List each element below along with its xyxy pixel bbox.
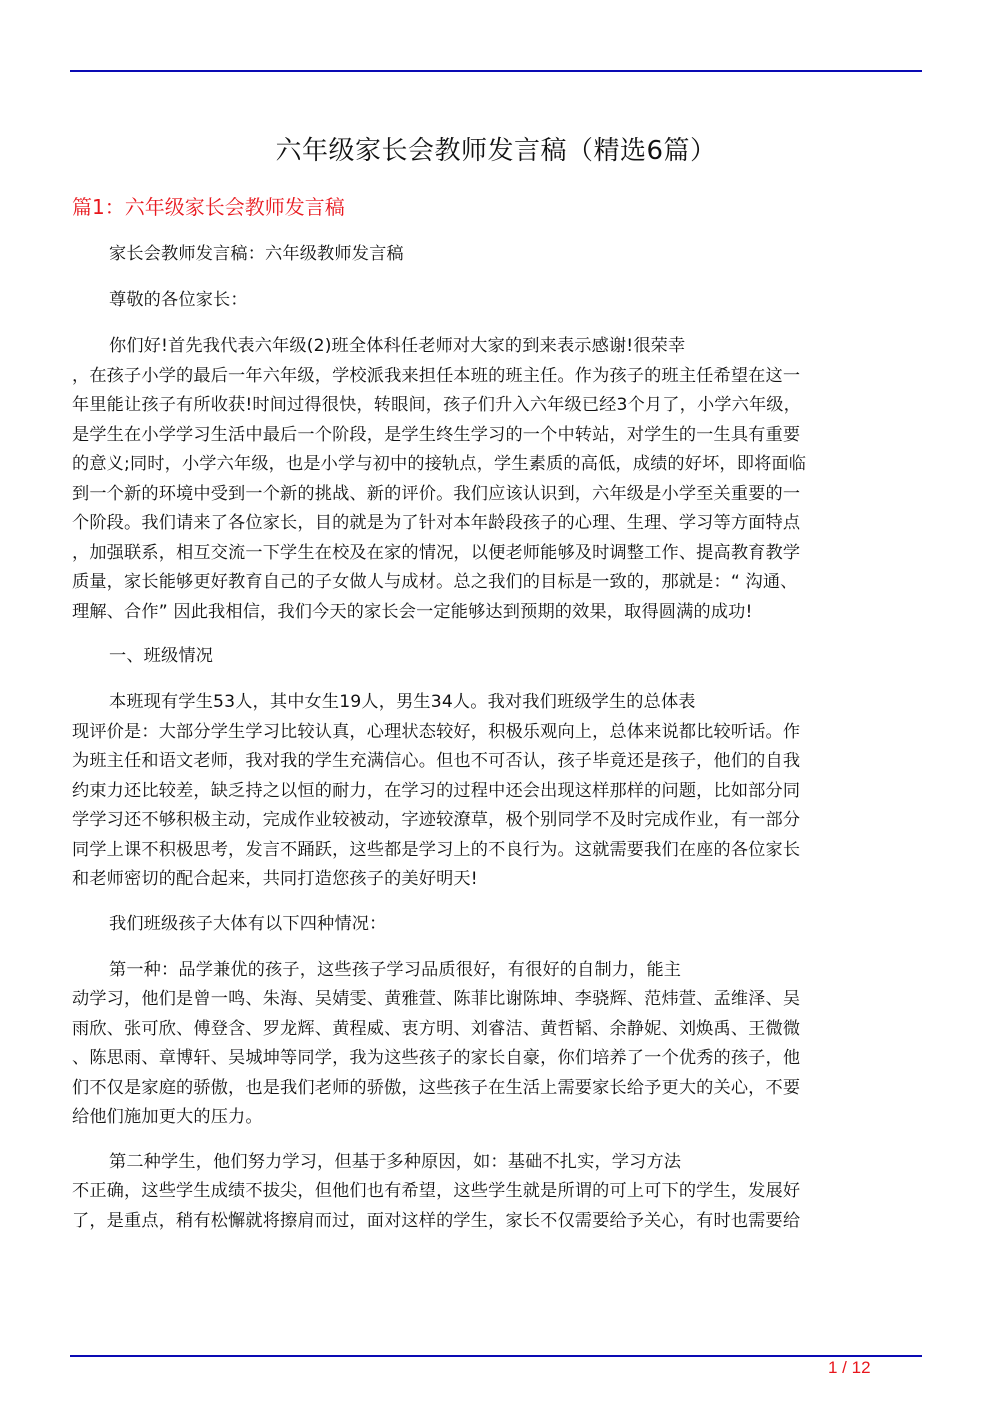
- paragraph-line: 和老师密切的配合起来，共同打造您孩子的美好明天!: [72, 869, 478, 889]
- section-heading: 篇1：六年级家长会教师发言稿: [72, 195, 345, 219]
- paragraph: [72, 956, 922, 1133]
- paragraph-line: 了，是重点，稍有松懈就将擦肩而过，面对这样的学生，家长不仅需要给予关心，有时也需要给: [72, 1210, 801, 1231]
- paragraph-line: ，在孩子小学的最后一年六年级，学校派我来担任本班的班主任。作为孩子的班主任希望在这一: [72, 365, 801, 386]
- paragraph-line: 不正确，这些学生成绩不拔尖，但他们也有希望，这些学生就是所谓的可上可下的学生，发展好: [72, 1181, 801, 1201]
- paragraph-line: 给他们施加更大的压力。: [72, 1107, 263, 1127]
- paragraph: [72, 1148, 922, 1237]
- paragraph-line: 第二种学生，他们努力学习，但基于多种原因，如：基础不扎实，学习方法: [109, 1151, 682, 1172]
- paragraph: [72, 642, 922, 672]
- paragraph-line: 理解、合作” 因此我相信，我们今天的家长会一定能够达到预期的效果，取得圆满的成功!: [72, 601, 753, 622]
- page-indicator: 1 / 12: [828, 1358, 871, 1377]
- paragraph-line: 现评价是：大部分学生学习比较认真，心理状态较好，积极乐观向上，总体来说都比较听话。作: [72, 721, 801, 742]
- paragraph-line: 、陈思雨、章博轩、吴城坤等同学，我为这些孩子的家长自豪，你们培养了一个优秀的孩子，他: [72, 1048, 801, 1068]
- paragraph-line: 个阶段。我们请来了各位家长，目的就是为了针对本年龄段孩子的心理、生理、学习等方面特点: [72, 513, 801, 533]
- paragraph-line: 本班现有学生53人，其中女生19人，男生34人。我对我们班级学生的总体表: [109, 692, 696, 712]
- paragraph-line: 们不仅是家庭的骄傲，也是我们老师的骄傲，这些孩子在生活上需要家长给予更大的关心，不要: [72, 1077, 801, 1098]
- paragraph-line: 动学习，他们是曾一鸣、朱海、吴婧雯、黄雅萱、陈菲比谢陈坤、李骁辉、范炜萱、孟维泽、吴: [72, 989, 801, 1009]
- paragraph-line: 第一种：品学兼优的孩子，这些孩子学习品质很好，有很好的自制力，能主: [109, 959, 682, 980]
- paragraph-line: 到一个新的环境中受到一个新的挑战、新的评价。我们应该认识到，六年级是小学至关重要的一: [72, 483, 801, 504]
- paragraph-line: 的意义;同时，小学六年级，也是小学与初中的接轨点，学生素质的高低，成绩的好坏，即将面临: [72, 454, 807, 474]
- paragraph-line: 家长会教师发言稿：六年级教师发言稿: [109, 244, 404, 264]
- paragraph-line: 同学上课不积极思考，发言不踊跃，这些都是学习上的不良行为。这就需要我们在座的各位家长: [72, 839, 801, 860]
- paragraph: [72, 332, 922, 627]
- header-rule: [70, 70, 922, 72]
- paragraph: [72, 240, 922, 270]
- paragraph-line: 为班主任和语文老师，我对我的学生充满信心。但也不可否认，孩子毕竟还是孩子，他们的自我: [72, 751, 801, 771]
- paragraph-line: 是学生在小学学习生活中最后一个阶段，是学生终生学习的一个中转站，对学生的一生具有重要: [72, 424, 801, 445]
- footer-rule: [70, 1355, 922, 1357]
- paragraph-line: 尊敬的各位家长：: [109, 290, 248, 310]
- paragraph-line: 一、班级情况: [109, 646, 214, 666]
- paragraph-line: 我们班级孩子大体有以下四种情况：: [109, 913, 387, 934]
- paragraph: [72, 286, 922, 316]
- paragraph-line: 年里能让孩子有所收获!时间过得很快，转眼间，孩子们升入六年级已经3个月了，小学六年级，: [72, 395, 801, 415]
- paragraph: [72, 910, 922, 940]
- paragraph-line: 学学习还不够积极主动，完成作业较被动，字迹较潦草，极个别同学不及时完成作业，有一部分: [72, 810, 801, 830]
- document-body: [72, 240, 922, 1252]
- paragraph-line: 约束力还比较差，缺乏持之以恒的耐力，在学习的过程中还会出现这样那样的问题，比如部分同: [72, 780, 801, 801]
- paragraph-line: 质量，家长能够更好教育自己的子女做人与成材。总之我们的目标是一致的，那就是：“ 沟通、: [72, 572, 798, 592]
- paragraph: [72, 688, 922, 895]
- document-title: 六年级家长会教师发言稿（精选6篇）: [275, 136, 717, 166]
- paragraph-line: ，加强联系，相互交流一下学生在校及在家的情况，以便老师能够及时调整工作、提高教育教学: [72, 542, 801, 563]
- paragraph-line: 雨欣、张可欣、傅登含、罗龙辉、黄程威、衷方明、刘睿洁、黄哲韬、余静妮、刘焕禹、王微微: [72, 1018, 801, 1039]
- paragraph-line: 你们好!首先我代表六年级(2)班全体科任老师对大家的到来表示感谢!很荣幸: [109, 336, 686, 356]
